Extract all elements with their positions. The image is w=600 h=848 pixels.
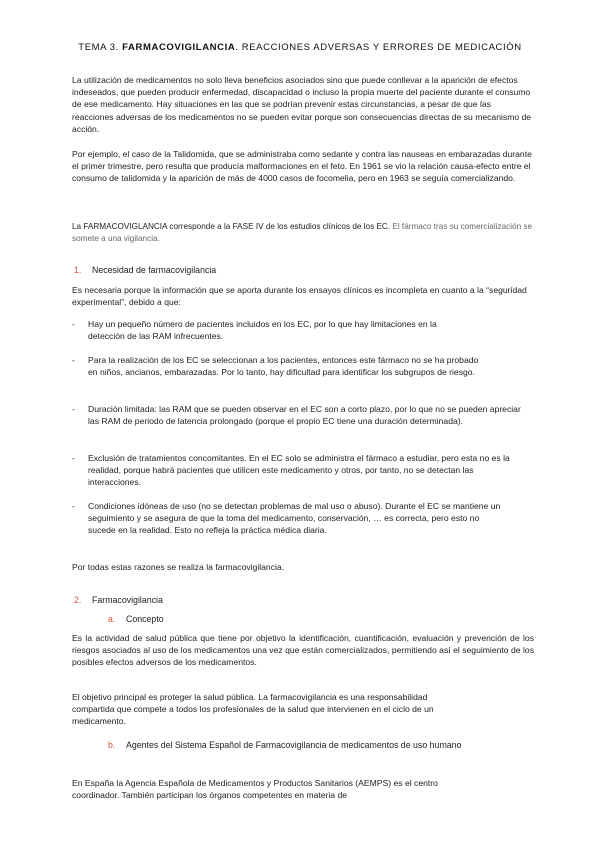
concept-paragraph-2: El objetivo principal es proteger la salud pública. La farmacovigilancia es una responsabilidad compartida que compete a todos los profesionales de la salud que intervienen en el ciclo de un medicamento.: [72, 692, 434, 727]
intro-paragraph-1: La utilización de medicamentos no solo lleva beneficios asociados sino que puede conllevar a la aparición de efectos indeseados, que pueden producir enfermedad, discapacidad o incluso la propia muerte del paciente durante el consumo de ese medicamento. Hay situaciones en las que se podrían prevenir estas circunstancias, a pesar de que las reacciones adversas de los medicamentos no se pueden evitar porque son consecuencias directas de su mecanismo de acción.: [72, 75, 532, 134]
subsection-b-title: Agentes del Sistema Español de Farmacovigilancia de medicamentos de uso humano: [126, 740, 462, 750]
bullet-dash: -: [72, 501, 75, 511]
section-1-intro: Es necesaria porque la información que se aporta durante los ensayos clínicos es incompleta en cuanto a la “seguridad experimental”, debido a que:: [72, 285, 527, 308]
phase-note-muted: El fármaco tras su comercialización se somete a una vigilancia.: [72, 222, 533, 244]
subsection-a-heading: [108, 613, 164, 625]
intro-paragraph-3: [72, 221, 534, 245]
list-item: [72, 452, 534, 490]
title-main: FARMACOVIGILANCIA: [122, 42, 236, 53]
agents-paragraph-1: En España la Agencia Española de Medicamentos y Productos Sanitarios (AEMPS) es el centro coordinador. También participan los órganos competentes en materia de: [72, 778, 438, 801]
bullet-text: Para la realización de los EC se seleccionan a los pacientes, entonces este fármaco no se ha probado en niños, ancianos, embarazadas. Por lo tanto, hay dificultad para identificar los subgrupos de riesgo.: [88, 355, 479, 378]
intro-paragraph-2: Por ejemplo, el caso de la Talidomida, que se administraba como sedante y contra las nauseas en embarazadas durante el primer trimestre, pero resulta que producía malformaciones en el feto. En 1961 se vio la relación causa-efecto entre el consumo de talidomida y la aparición de más de 4000 casos de focomelia, pero en 1963 se seguía comercializando.: [72, 149, 532, 184]
section-1-closing: Por todas estas razones se realiza la farmacovigilancia.: [72, 562, 285, 572]
bullet-text: Exclusión de tratamientos concomitantes. En el EC solo se administra el fármaco a estudiar, pero esta no es la realidad, porque habrá pacientes que utilicen este medicamento y otros, por tanto, no se detectan las interacciones.: [88, 453, 510, 488]
subsection-a-title: Concepto: [126, 614, 164, 624]
section-2-title: Farmacovigilancia: [92, 595, 163, 605]
section-1-number: 1.: [74, 265, 82, 275]
subsection-b-letter: b.: [108, 740, 116, 750]
list-item: [72, 354, 534, 392]
title-suffix: . REACCIONES ADVERSAS Y ERRORES DE MEDICACIÓN: [235, 42, 522, 53]
concept-paragraph-1: Es la actividad de salud pública que tiene por objetivo la identificación, cuantificación, evaluación y prevención de los riesgos asociados al uso de los medicamentos una vez que están comercializados, permitiendo así el seguimiento de los posibles efectos adversos de los medicamentos.: [72, 633, 534, 668]
bullet-dash: -: [72, 453, 75, 463]
list-item: [72, 403, 534, 441]
section-2-number: 2.: [74, 595, 82, 605]
section-1-heading: [74, 264, 216, 276]
section-2-heading: [74, 594, 163, 606]
bullet-text: Hay un pequeño número de pacientes incluidos en los EC, por lo que hay limitaciones en la detección de las RAM infrecuentes.: [88, 319, 437, 342]
bullet-text: Duración limitada: las RAM que se pueden observar en el EC son a corto plazo, por lo que no se pueden apreciar las RAM de periodo de latencia prolongado (porque el propio EC tiene una duración determinada).: [88, 404, 521, 427]
subsection-a-letter: a.: [108, 614, 116, 624]
phase-note: La FARMACOVIGLANCIA corresponde a la FASE IV de los estudios clínicos de los EC.: [72, 222, 391, 231]
bullet-dash: -: [72, 319, 75, 329]
title-prefix: TEMA 3.: [78, 42, 123, 53]
list-item: [72, 500, 534, 550]
bullet-dash: -: [72, 404, 75, 414]
bullet-text: Condiciones idóneas de uso (no se detectan problemas de mal uso o abuso). Durante el EC se mantiene un seguimiento y se asegura de que la toma del medicamento, conservación, … es correcta, pero esto no sucede en la realidad. Esto no refleja la práctica médica diaria.: [88, 501, 501, 536]
list-item: [72, 318, 534, 344]
page-title: [0, 42, 600, 53]
section-1-title: Necesidad de farmacovigilancia: [92, 265, 217, 275]
bullet-dash: -: [72, 355, 75, 365]
